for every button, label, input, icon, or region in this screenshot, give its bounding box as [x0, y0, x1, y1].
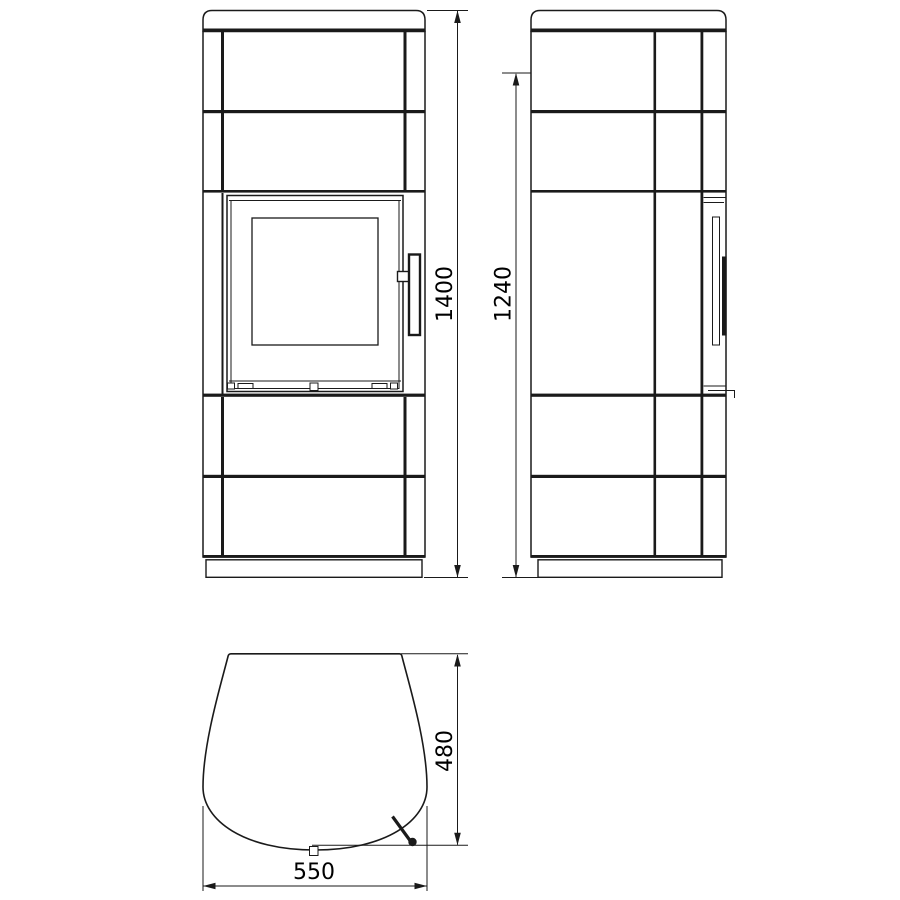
depth-label: 480 — [433, 730, 458, 772]
side-view — [531, 11, 735, 578]
door-hinge-plate — [228, 383, 235, 389]
tile-joint-line — [701, 31, 704, 557]
tile-band-joint — [531, 475, 726, 478]
door-handle-side-profile — [722, 257, 727, 336]
tile-joint-line — [404, 397, 407, 476]
tile-joint-line — [221, 397, 224, 476]
side-top-plate — [531, 11, 726, 32]
top-view — [203, 654, 427, 856]
front-top-plate — [203, 11, 425, 32]
tile-band-joint — [203, 555, 425, 558]
tile-joint-line — [654, 31, 657, 557]
top-view-footprint — [203, 654, 427, 850]
side-base-plinth — [538, 560, 722, 578]
front-view — [203, 11, 425, 578]
door-edge-panel — [713, 217, 720, 345]
door-hinge-plate — [238, 384, 253, 389]
tile-joint-line — [404, 113, 407, 191]
tile-joint-line — [222, 193, 224, 395]
front-top-plate-joint — [203, 29, 425, 32]
tile-band-joint — [203, 110, 425, 113]
arrowhead-down — [454, 833, 461, 846]
tile-band-joint — [531, 394, 726, 397]
tile-joint-line — [221, 478, 224, 557]
arrowhead-up — [513, 73, 520, 86]
tile-band-joint — [531, 555, 726, 558]
overall-height-label: 1400 — [433, 266, 458, 322]
tile-joint-line — [221, 31, 224, 111]
tile-band-joint — [203, 190, 425, 193]
body-height-label: 1240 — [491, 266, 517, 322]
tile-band-joint — [203, 475, 425, 478]
tile-joint-line — [404, 478, 407, 557]
tile-joint-line — [221, 113, 224, 191]
tile-joint-line — [404, 31, 407, 111]
arrowhead-down — [513, 565, 520, 578]
door-latch-plate — [310, 383, 318, 391]
tile-band-joint — [531, 110, 726, 113]
tile-band-joint — [531, 190, 726, 193]
door-hinge-plate — [391, 383, 398, 389]
arrowhead-left — [203, 883, 216, 890]
tile-band-joint — [203, 394, 425, 397]
width-label: 550 — [293, 860, 335, 885]
front-base-plinth — [206, 560, 422, 578]
arrowhead-up — [454, 11, 461, 24]
door-glass-window — [252, 218, 378, 345]
door-hinge-plate — [372, 384, 387, 389]
arrowhead-right — [415, 883, 428, 890]
arrowhead-down — [454, 565, 461, 578]
arrowhead-up — [454, 654, 461, 667]
side-top-plate-joint — [531, 29, 726, 32]
front-notch — [310, 847, 319, 856]
dimension-overall-height — [424, 11, 468, 578]
door-handle-bar — [409, 255, 420, 336]
